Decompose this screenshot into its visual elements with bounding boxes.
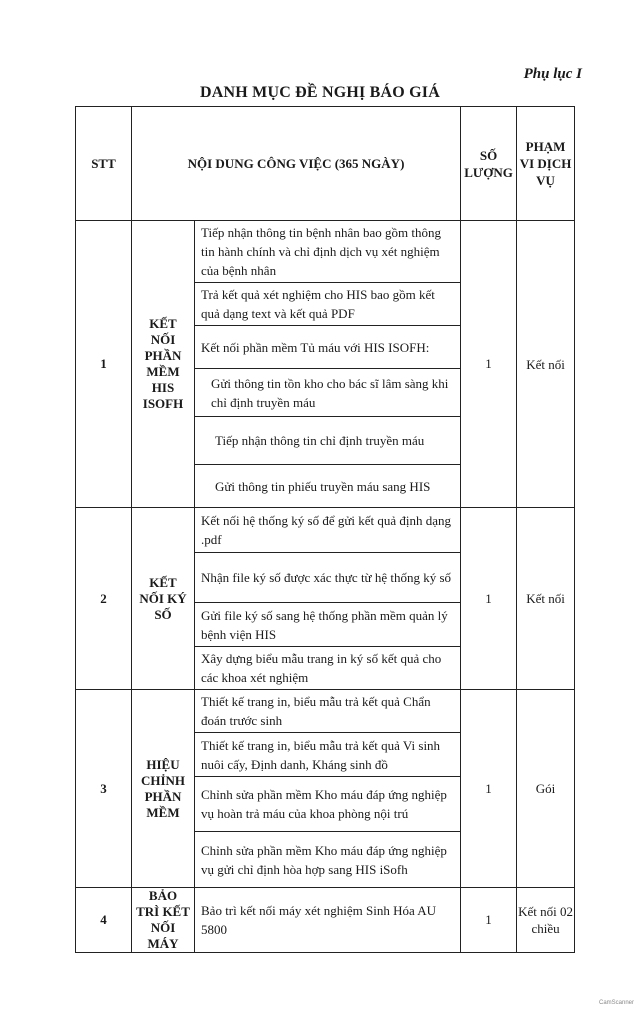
task-cell: Xây dựng biểu mẫu trang in ký số kết quả cho các khoa xét nghiệm	[195, 647, 461, 690]
group-name: HIỆU CHỈNH PHẦN MỀM	[132, 690, 195, 888]
task-cell: Gửi thông tin tồn kho cho bác sĩ lâm sàng khi chỉ định truyền máu	[195, 369, 461, 417]
group-quantity: 1	[461, 508, 517, 690]
task-cell: Nhận file ký số được xác thực từ hệ thống ký số	[195, 553, 461, 603]
task-cell: Gửi thông tin phiếu truyền máu sang HIS	[195, 465, 461, 508]
group-quantity: 1	[461, 690, 517, 888]
task-cell: Thiết kế trang in, biểu mẫu trả kết quả Chẩn đoán trước sinh	[195, 690, 461, 733]
header-quantity: SỐ LƯỢNG	[461, 107, 517, 221]
group-scope: Kết nối	[517, 221, 575, 508]
task-cell: Bảo trì kết nối máy xét nghiệm Sinh Hóa AU 5800	[195, 888, 461, 953]
task-cell: Thiết kế trang in, biểu mẫu trả kết quả Vi sinh nuôi cấy, Định danh, Kháng sinh đồ	[195, 733, 461, 777]
group-stt: 1	[76, 221, 132, 508]
scanner-watermark: CamScanner	[598, 1000, 634, 1006]
header-scope: PHẠM VI DỊCH VỤ	[517, 107, 575, 221]
quotation-table	[75, 106, 575, 953]
group-scope: Gói	[517, 690, 575, 888]
appendix-label: Phụ lục I	[523, 66, 582, 82]
group-stt: 2	[76, 508, 132, 690]
group-scope: Kết nối	[517, 508, 575, 690]
header-content: NỘI DUNG CÔNG VIỆC (365 NGÀY)	[132, 107, 461, 221]
task-cell: Chỉnh sửa phần mềm Kho máu đáp ứng nghiệp vụ hoàn trả máu của khoa phòng nội trú	[195, 777, 461, 832]
task-cell: Tiếp nhận thông tin bệnh nhân bao gồm thông tin hành chính và chỉ định dịch vụ xét nghiệm của bệnh nhân	[195, 221, 461, 283]
page-title: DANH MỤC ĐỀ NGHỊ BÁO GIÁ	[200, 84, 440, 101]
group-quantity: 1	[461, 221, 517, 508]
task-cell: Trả kết quả xét nghiệm cho HIS bao gồm kết quả dạng text và kết quả PDF	[195, 283, 461, 326]
group-quantity: 1	[461, 888, 517, 953]
group-scope: Kết nối 02 chiều	[517, 888, 575, 953]
task-cell: Tiếp nhận thông tin chỉ định truyền máu	[195, 417, 461, 465]
task-cell: Kết nối phần mềm Tủ máu với HIS ISOFH:	[195, 326, 461, 369]
group-name: KẾT NỐI PHẦN MỀM HIS ISOFH	[132, 221, 195, 508]
header-stt: STT	[76, 107, 132, 221]
group-name: KẾT NỐI KÝ SỐ	[132, 508, 195, 690]
group-stt: 4	[76, 888, 132, 953]
group-stt: 3	[76, 690, 132, 888]
group-name: BẢO TRÌ KẾT NỐI MÁY	[132, 888, 195, 953]
task-cell: Kết nối hệ thống ký số để gửi kết quả định dạng .pdf	[195, 508, 461, 553]
task-cell: Chỉnh sửa phần mềm Kho máu đáp ứng nghiệp vụ gửi chỉ định hòa hợp sang HIS iSofh	[195, 832, 461, 888]
task-cell: Gửi file ký số sang hệ thống phần mềm quản lý bệnh viện HIS	[195, 603, 461, 647]
